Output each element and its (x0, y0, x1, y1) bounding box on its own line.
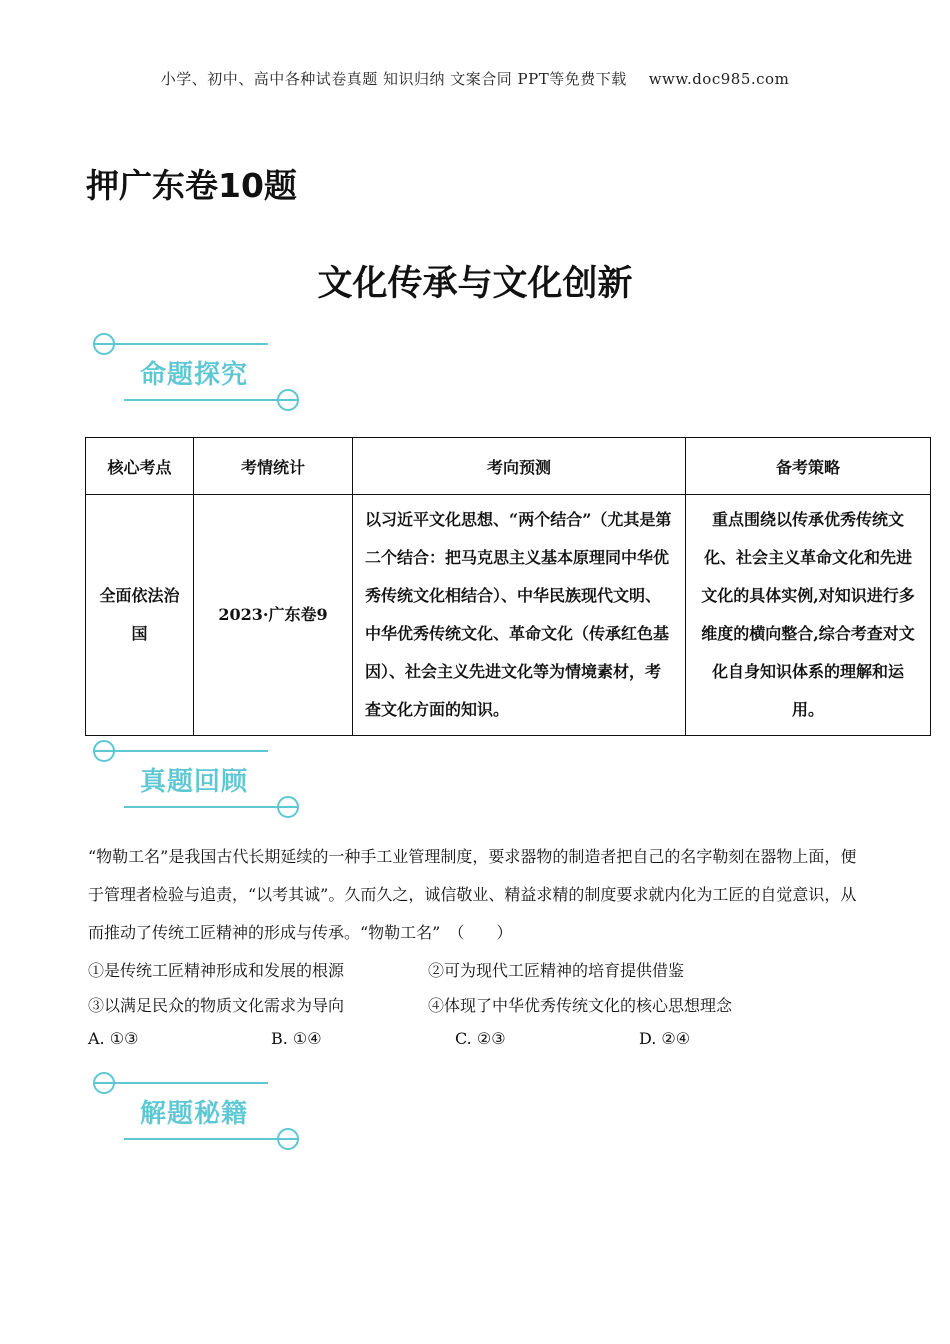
question-stem: “物勒工名”是我国古代长期延续的一种手工业管理制度，要求器物的制造者把自己的名字勒刻在器物上面，便于管理者检验与追责，“以考其诚”。久而久之，诚信敬业、精益求精的制度要求就内化为工匠的自觉意识，从而推动了传统工匠精神的形成与传承。“物勒工名” （ ） (88, 847, 857, 942)
question-item: ④体现了中华优秀传统文化的核心思想理念 (428, 996, 733, 1015)
choice-b[interactable]: B. ①④ (271, 1029, 322, 1048)
stats-cell: 2023·广东卷9 (194, 495, 353, 736)
forecast-cell: 以习近平文化思想、“两个结合”（尤其是第二个结合：把马克思主义基本原理同中华优秀传统文化相结合）、中华民族现代文明、中华优秀传统文化、革命文化（传承红色基因）、社会主义先进文化等为情境素材，考查文化方面的知识。 (353, 495, 686, 736)
question-item: ③以满足民众的物质文化需求为导向 (88, 996, 345, 1015)
banner-label: 命题探究 (140, 360, 249, 390)
doc-title: 押广东卷10题 (86, 166, 297, 205)
core-point-cell: 全面依法治国 (86, 495, 194, 736)
banner-label: 真题回顾 (140, 767, 249, 797)
table-header-cell: 备考策略 (686, 438, 931, 495)
table-row (86, 495, 931, 736)
main-title: 文化传承与文化创新 (317, 264, 633, 304)
banner-label: 解题秘籍 (140, 1099, 249, 1129)
table-header-cell: 考向预测 (353, 438, 686, 495)
choice-d[interactable]: D. ②④ (639, 1029, 691, 1048)
page-header (0, 68, 950, 89)
header-text: 小学、初中、高中各种试卷真题 知识归纳 文案合同 PPT等免费下载 (160, 70, 627, 88)
question-item: ①是传统工匠精神形成和发展的根源 (88, 961, 345, 980)
choice-a[interactable]: A. ①③ (88, 1029, 139, 1048)
exam-table (85, 437, 931, 736)
table-header-cell: 核心考点 (86, 438, 194, 495)
choice-c[interactable]: C. ②③ (455, 1029, 506, 1048)
banner-review (88, 737, 308, 825)
strategy-cell: 重点围绕以传承优秀传统文化、社会主义革命文化和先进文化的具体实例,对知识进行多维度的横向整合,综合考查对文化自身知识体系的理解和运用。 (686, 495, 931, 736)
header-site[interactable]: www.doc985.com (648, 70, 790, 88)
table-header-cell: 考情统计 (194, 438, 353, 495)
table-header-row (86, 438, 931, 495)
question-item: ②可为现代工匠精神的培育提供借鉴 (428, 961, 685, 980)
banner-tips (88, 1069, 308, 1157)
banner-proposition (88, 330, 308, 418)
